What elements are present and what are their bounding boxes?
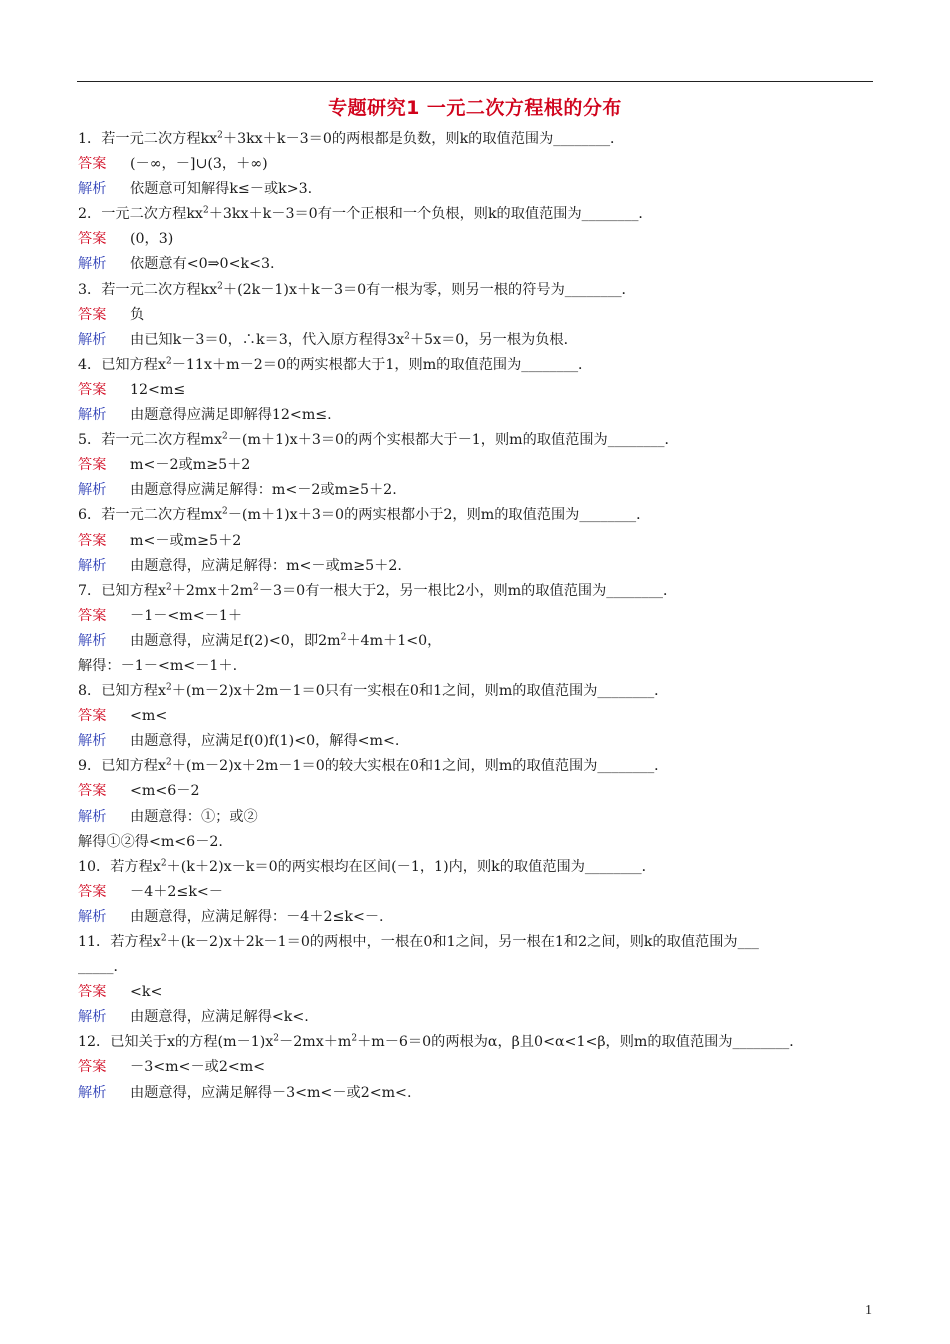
question-3: 3．若一元二次方程$kx^2+(2k-1)x+k-3=0$有一根为零，则另一根的符号为________．: [78, 280, 636, 298]
question-12: 12．已知关于x的方程$(m-1)x^2-2mx+m^2+m-6=0$的两根为α，β且0<α<1<β，则m的取值范围为________．: [78, 1033, 804, 1051]
answer-10: 答案 －4＋2≤k<－: [78, 883, 223, 900]
explain-2: 解析 依题意有<0⇒0<k<3.: [78, 256, 275, 273]
answer-8: 答案 <m<: [78, 708, 168, 725]
answer-1: 答案 (－∞，－]∪(3，＋∞): [78, 156, 268, 173]
answer-2: 答案 (0，3): [78, 231, 174, 248]
explain-1: 解析 依题意可知解得k≤－或k>3.: [78, 181, 313, 198]
explain-8: 解析 由题意得，应满足f(0)f(1)<0，解得<m<.: [78, 733, 400, 750]
explain-9-cont: 解得①②得<m<6－2.: [78, 833, 223, 850]
explain-5: 解析 由题意得应满足解得：m<－2或m≥5＋2.: [78, 482, 397, 499]
page-title: 专题研究1 一元二次方程根的分布: [328, 97, 622, 119]
explain-7-cont: 解得：－1－<m<－1＋.: [78, 657, 238, 674]
answer-3: 答案 负: [78, 306, 145, 323]
answer-9: 答案 <m<6－2: [78, 783, 200, 800]
page-number: 1: [865, 1303, 872, 1318]
question-10: 10．若方程$x^2+(k+2)x-k=0$的两实根均在区间(－1，1)内，则k的取值范围为________．: [78, 857, 656, 875]
problem-list: [78, 127, 878, 1106]
question-1: 1．若一元二次方程$kx^2+3kx+k-3=0$的两根都是负数，则k的取值范围为________．: [78, 130, 625, 147]
explain-9: 解析 由题意得：①；或②: [78, 808, 258, 825]
question-11: 11．若方程$x^2+(k-2)x+2k-1=0$的两根中，一根在0和1之间，另一根在1和2之间，则k的取值范围为___: [78, 933, 759, 950]
question-2: 2．一元二次方程$kx^2+3kx+k-3=0$有一个正根和一个负根，则k的取值范围为________．: [78, 205, 653, 223]
explain-6: 解析 由题意得，应满足解得：m<－或m≥5＋2.: [78, 557, 402, 574]
answer-5: 答案 m<－2或m≥5＋2: [78, 457, 251, 474]
top-rule: [77, 81, 873, 82]
answer-11: 答案 <k<: [78, 984, 163, 1001]
answer-12: 答案 －3<m<－或2<m<: [78, 1059, 266, 1076]
question-4: 4．已知方程$x^2-11x+m-2=0$的两实根都大于1，则m的取值范围为________．: [78, 356, 593, 373]
question-6: 6．若一元二次方程$mx^2-(m+1)x+3=0$的两实根都小于2，则m的取值范围为________．: [78, 506, 651, 524]
answer-6: 答案 m<－或m≥5＋2: [78, 532, 242, 549]
answer-7: 答案 －1－<m<－1＋: [78, 607, 243, 624]
explain-4: 解析 由题意得应满足即解得12<m≤.: [78, 407, 332, 424]
explain-7: 解析 由题意得，应满足f(2)<0，即$2m^2+4m+1<0$，: [78, 632, 442, 649]
question-5: 5．若一元二次方程$mx^2-(m+1)x+3=0$的两个实根都大于－1，则m的取值范围为________．: [78, 431, 679, 449]
question-9: 9．已知方程$x^2+(m-2)x+2m-1=0$的较大实根在0和1之间，则m的取值范围为________．: [78, 757, 669, 775]
explain-10: 解析 由题意得，应满足解得：－4＋2≤k<－.: [78, 908, 384, 925]
question-7: 7．已知方程$x^2+2mx+2m^2-3=0$有一根大于2，另一根比2小，则m的取值范围为________．: [78, 581, 678, 599]
explain-12: 解析 由题意得，应满足解得－3<m<－或2<m<.: [78, 1084, 412, 1101]
question-11-cont: _____．: [78, 959, 128, 976]
question-8: 8．已知方程$x^2+(m-2)x+2m-1=0$只有一实根在0和1之间，则m的取值范围为________．: [78, 682, 669, 700]
answer-4: 答案 12<m≤: [78, 381, 186, 398]
explain-11: 解析 由题意得，应满足解得<k<.: [78, 1009, 309, 1026]
explain-3: 解析 由已知k－3＝0，∴k＝3，代入原方程得$3x^2+5x=0$，另一根为负根．: [78, 331, 578, 348]
